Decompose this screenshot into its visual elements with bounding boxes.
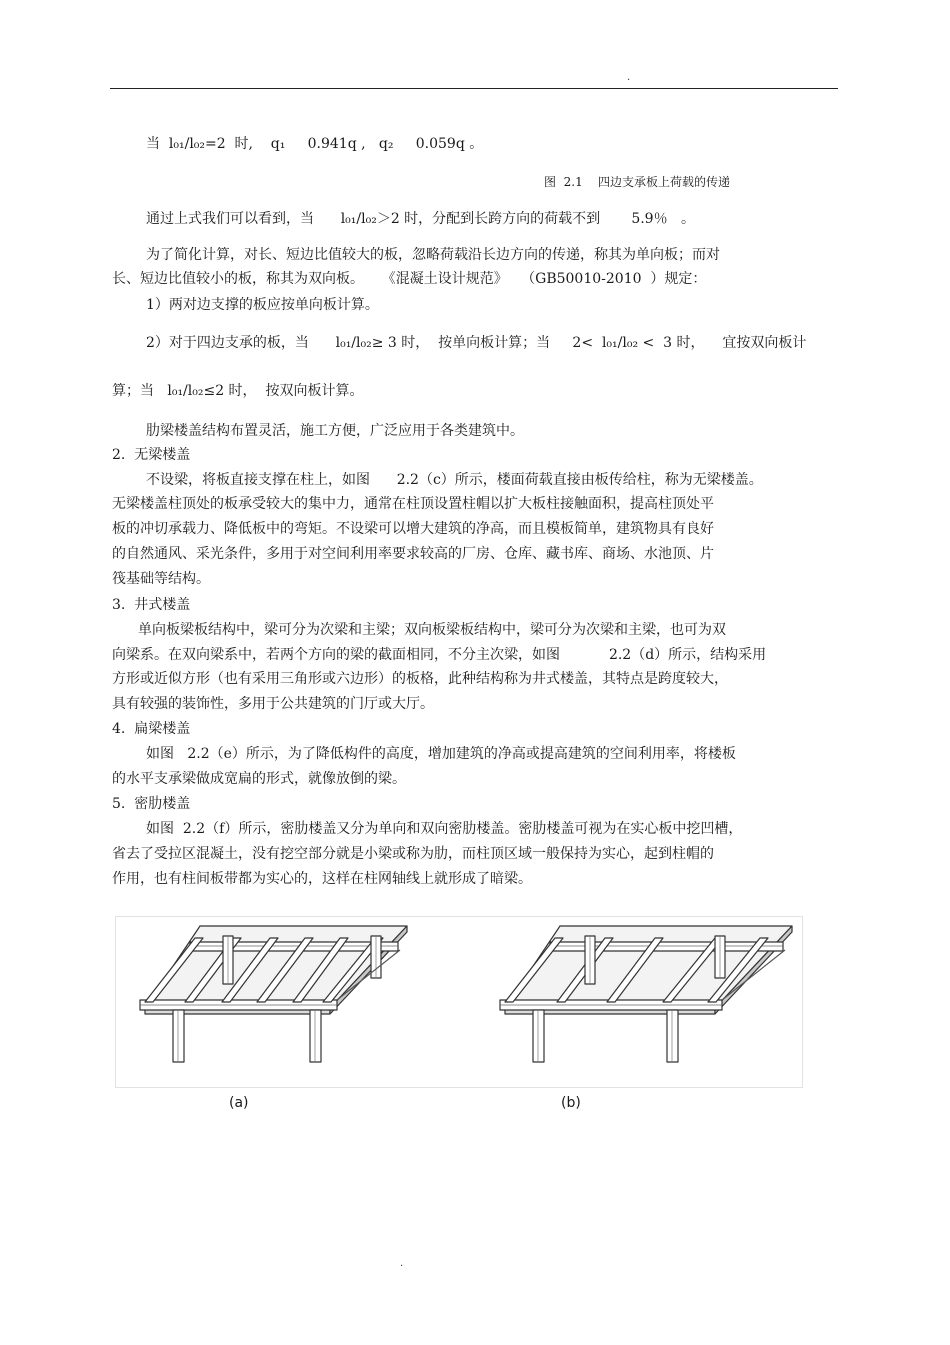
paragraph-line: 筏基础等结构。 <box>112 571 210 587</box>
paragraph-line: 的自然通风、采光条件，多用于对空间利用率要求较高的厂房、仓库、藏书库、商场、水池顶、片 <box>112 546 714 562</box>
list-item: 2）对于四边支承的板，当 l₀₁/l₀₂≥ 3 时， 按单向板计算；当 2< l₀₁/l₀₂ < 3 时， 宜按双向板计 <box>146 335 807 351</box>
paragraph-line: 作用，也有柱间板带都为实心的，这样在柱网轴线上就形成了暗梁。 <box>112 871 532 887</box>
paragraph-line: 不设梁，将板直接支撑在柱上，如图 2.2（c）所示，楼面荷载直接由板传给柱，称为无梁楼盖。 <box>146 472 763 488</box>
paragraph-line: 肋梁楼盖结构布置灵活，施工方便，广泛应用于各类建筑中。 <box>146 423 524 439</box>
paragraph-line: 向梁系。在双向梁系中，若两个方向的梁的截面相同，不分主次梁，如图 2.2（d）所示，结构采用 <box>112 647 767 663</box>
paragraph-line: 板的冲切承载力、降低板中的弯矩。不设梁可以增大建筑的净高，而且模板简单，建筑物具有良好 <box>112 521 714 537</box>
paragraph-line: 单向板梁板结构中，梁可分为次梁和主梁；双向板梁板结构中，梁可分为次梁和主梁，也可为双 <box>138 622 726 638</box>
paragraph-line: 省去了受拉区混凝土，没有挖空部分就是小梁或称为肋，而柱顶区域一般保持为实心，起到柱帽的 <box>112 846 714 862</box>
paragraph-line: 无梁楼盖柱顶处的板承受较大的集中力，通常在柱顶设置柱帽以扩大板柱接触面积，提高柱顶处平 <box>112 496 714 512</box>
section-heading: 5. 密肋楼盖 <box>112 796 191 812</box>
header-dot: . <box>627 72 631 83</box>
floor-system-figure <box>115 916 803 1088</box>
formula-line: 当 l₀₁/l₀₂=2 时, q₁ 0.941q , q₂ 0.059q 。 <box>146 136 484 152</box>
paragraph-line: 方形或近似方形（也有采用三角形或六边形）的板格，此种结构称为井式楼盖，其特点是跨度较大， <box>112 671 728 687</box>
paragraph-line: 如图 2.2（e）所示，为了降低构件的高度，增加建筑的净高或提高建筑的空间利用率，将楼板 <box>146 746 736 762</box>
paragraph-line: 具有较强的装饰性，多用于公共建筑的门厅或大厅。 <box>112 696 434 712</box>
paragraph-line: 为了简化计算，对长、短边比值较大的板，忽略荷载沿长边方向的传递，称其为单向板；而对 <box>146 247 720 263</box>
list-item: 1）两对边支撑的板应按单向板计算。 <box>146 297 379 313</box>
header-rule <box>110 88 838 89</box>
section-heading: 4. 扁梁楼盖 <box>112 721 191 737</box>
list-item-continued: 算；当 l₀₁/l₀₂≤2 时， 按双向板计算。 <box>112 383 364 399</box>
section-heading: 3. 井式楼盖 <box>112 597 191 613</box>
paragraph-line: 如图 2.2（f）所示，密肋楼盖又分为单向和双向密肋楼盖。密肋楼盖可视为在实心板中挖凹槽， <box>146 821 743 837</box>
paragraph-line: 的水平支承梁做成宽扁的形式，就像放倒的梁。 <box>112 771 406 787</box>
figure-label-b: (b) <box>561 1095 581 1111</box>
figure-label-a: (a) <box>229 1095 249 1111</box>
section-heading: 2. 无梁楼盖 <box>112 447 191 463</box>
paragraph-line: 长、短边比值较小的板，称其为双向板。 《混凝土设计规范》 （GB50010-2010 ）规定： <box>112 271 707 287</box>
figure-caption-2-1: 图 2.1 四边支承板上荷载的传递 <box>544 175 730 189</box>
footer-dot: . <box>400 1258 404 1269</box>
paragraph-line: 通过上式我们可以看到，当 l₀₁/l₀₂＞2 时，分配到长跨方向的荷载不到 5.9％ 。 <box>146 211 695 227</box>
